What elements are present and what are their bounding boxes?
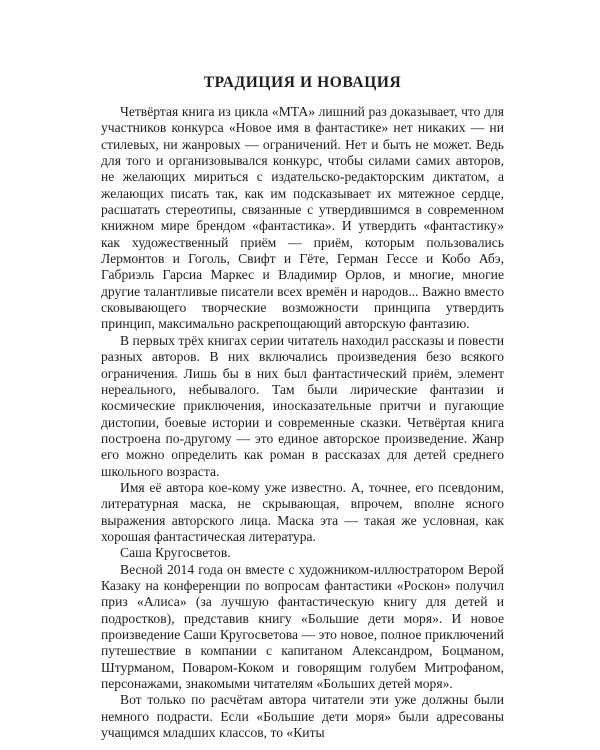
paragraph-5: Весной 2014 года он вместе с художником-иллюстратором Верой Казаку на конференции по вопросам фантастики «Роскон» получил приз «Алиса» (за лучшую фантастическую книгу для детей и подростков), представив книгу «Большие дети моря». И новое произведение Саши Кругосветова — это новое, полное приключений путешествие в компании с капитаном Александром, Боцманом, Штурманом, Поваром-Коком и говорящим голубем Митрофаном, персонажами, знакомыми читателям «Больших детей моря». xyxy=(101,561,504,692)
chapter-title: ТРАДИЦИЯ И НОВАЦИЯ xyxy=(203,74,402,91)
paragraph-3: Имя её автора кое-кому уже известно. А, точнее, его псевдоним, литературная маска, не скрывающая, впрочем, вполне ясного выражения авторского лица. Маска эта — такая же условная, как хорошая фантастическая литература. xyxy=(101,479,504,544)
article-body xyxy=(101,104,504,741)
paragraph-2: В первых трёх книгах серии читатель находил рассказы и повести разных авторов. В них включались произведения безо всякого ограничения. Лишь бы в них был фантастический приём, элемент нереального, небывалого. Там были лирические фантазии и космические приключения, иносказательные притчи и пугающие дистопии, боевые истории и современные сказки. Четвёртая книга построена по-другому — это единое авторское произведение. Жанр его можно определить как роман в рассказах для детей среднего школьного возраста. xyxy=(101,332,504,479)
paragraph-1: Четвёртая книга из цикла «МТА» лишний раз доказывает, что для участников конкурса «Новое имя в фантастике» нет никаких — ни стилевых, ни жанровых — ограничений. Нет и быть не может. Ведь для того и организовывался конкурс, чтобы силами самих авторов, не желающих мириться с издательско-редакторским диктатом, а желающих писать так, как им подсказывает их мятежное сердце, расшатать стереотипы, связанные с утвердившимся в современном книжном мире брендом «фантастика». И утвердить «фантастику» как художественный приём — приём, которым пользовались Лермонтов и Гоголь, Свифт и Гёте, Герман Гессе и Кобо Абэ, Габриэль Гарсиа Маркес и Владимир Орлов, и многие, многие другие талантливые писатели всех времён и народов... Важно вместо сковывающего творческие возможности принципа утвердить принцип, максимально раскрепощающий авторскую фантазию. xyxy=(101,104,504,332)
book-page xyxy=(101,74,504,741)
paragraph-6: Вот только по расчётам автора читатели эти уже должны были немного подрасти. Если «Большие дети моря» были адресованы учащимся младших классов, то «Киты xyxy=(101,692,504,741)
paragraph-4: Саша Кругосветов. xyxy=(120,545,231,561)
